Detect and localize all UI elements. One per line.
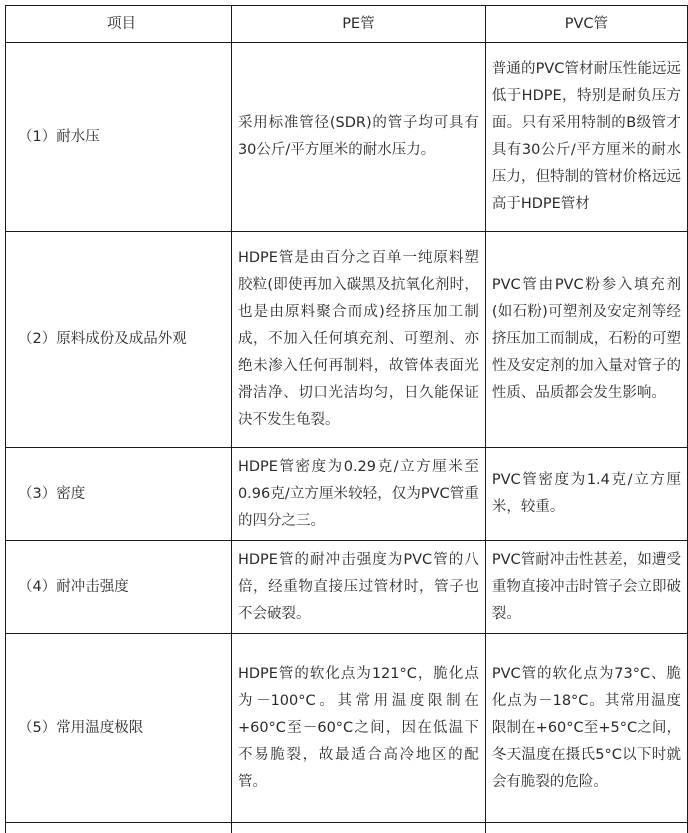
row-pe: HDPE管是由百分之百单一纯原料塑胶粒(即使再加入碳黑及抗氧化剂时，也是由原料聚合而成)经挤压加工制成，不加入任何填充剂、可塑剂、亦绝未渗入任何再制料，故管体表面光滑洁净、切口光洁均匀，日久能保证决不发生龟裂。 <box>231 232 485 448</box>
comparison-table <box>5 5 688 833</box>
header-item: 项目 <box>6 6 232 43</box>
row-pvc: PVC管密度为1.4克/立方厘米，较重。 <box>485 448 687 541</box>
row-pe-empty <box>231 823 485 833</box>
row-pvc: PVC管的软化点为73°C、脆化点为－18°C。其常用温度限制在+60°C至+5°C之间，冬天温度在摄氏5°C以下时就会有脆裂的危险。 <box>485 634 687 823</box>
table-row <box>6 448 688 541</box>
row-item: （4）耐冲击强度 <box>6 541 232 634</box>
header-pe: PE管 <box>231 6 485 43</box>
table-row <box>6 634 688 823</box>
row-pe: HDPE管密度为0.29克/立方厘米至0.96克/立方厘米较轻，仅为PVC管重的四分之三。 <box>231 448 485 541</box>
row-pvc-empty <box>485 823 687 833</box>
row-pe: HDPE管的软化点为121°C，脆化点为－100°C。其常用温度限制在+60°C至－60°C之间，因在低温下不易脆裂，故最适合高冷地区的配管。 <box>231 634 485 823</box>
row-item: （1）耐水压 <box>6 43 232 232</box>
header-pvc: PVC管 <box>485 6 687 43</box>
row-item: （5）常用温度极限 <box>6 634 232 823</box>
table-row <box>6 541 688 634</box>
table-row-partial <box>6 823 688 833</box>
row-pvc: PVC管耐冲击性甚差，如遭受重物直接冲击时管子会立即破裂。 <box>485 541 687 634</box>
row-item-empty <box>6 823 232 833</box>
table-row <box>6 232 688 448</box>
row-pe: 采用标准管径(SDR)的管子均可具有30公斤/平方厘米的耐水压力。 <box>231 43 485 232</box>
row-pvc: 普通的PVC管材耐压性能远远低于HDPE，特别是耐负压方面。只有采用特制的B级管才具有30公斤/平方厘米的耐水压力，但特制的管材价格远远高于HDPE管材 <box>485 43 687 232</box>
row-item: （2）原料成份及成品外观 <box>6 232 232 448</box>
row-pvc: PVC管由PVC粉参入填充剂(如石粉)可塑剂及安定剂等经挤压加工而制成，石粉的可塑性及安定剂的加入量对管子的性质、品质都会发生影响。 <box>485 232 687 448</box>
row-item: （3）密度 <box>6 448 232 541</box>
table-row <box>6 43 688 232</box>
header-row <box>6 6 688 43</box>
row-pe: HDPE管的耐冲击强度为PVC管的八倍，经重物直接压过管材时，管子也不会破裂。 <box>231 541 485 634</box>
